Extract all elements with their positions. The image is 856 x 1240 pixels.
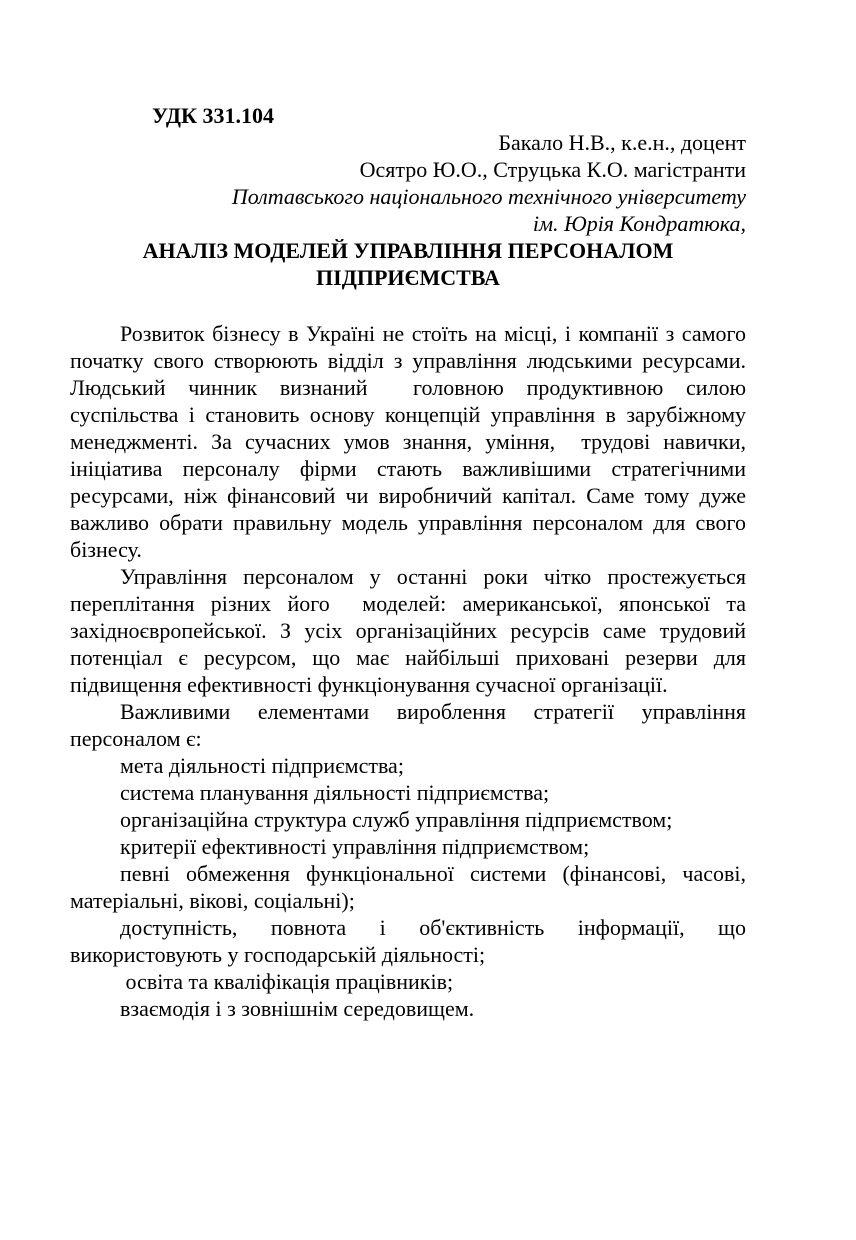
body-text [70,320,757,1022]
affiliation-line-2: ім. Юрія Кондратюка, [532,211,746,236]
paragraph: Управління персоналом у останні роки чітко простежується переплітання різних його моделей: американської, японської та західноєвропейської. З усіх організаційних ресурсів саме трудовий потенціал є ресурсом, що має найбільші приховані резерви для підвищення ефективності функціонування сучасної організації. [70,564,752,697]
list-item: критерії ефективності управління підприємством; [120,834,590,859]
list-item: доступність, повнота і об'єктивність інформації, що використовують у господарській діяльності; [70,915,752,967]
list-item: освіта та кваліфікація працівників; [120,969,454,994]
paragraph: Важливими елементами вироблення стратегії управління персоналом є: [70,699,752,751]
paper-title: АНАЛІЗ МОДЕЛЕЙ УПРАВЛІННЯ ПЕРСОНАЛОМ ПІДПРИЄМСТВА [142,238,674,290]
affiliation-line-1: Полтавського національного технічного університету [231,184,746,209]
list-item: взаємодія і з зовнішнім середовищем. [120,996,475,1021]
list-item: система планування діяльності підприємства; [120,780,550,805]
list-item: організаційна структура служб управління підприємством; [120,807,673,832]
page-content [70,102,757,1022]
author-line-1: Бакало Н.В., к.е.н., доцент [498,130,746,155]
paragraph: Розвиток бізнесу в Україні не стоїть на місці, і компанії з самого початку свого створюють відділ з управління людськими ресурсами. Людський чинник визнаний головною продуктивною силою суспільства і становить основу концепцій управління в зарубіжному менеджменті. За сучасних умов знання, уміння, трудові навички, ініціатива персоналу фірми стають важливішими стратегічними ресурсами, ніж фінансовий чи виробничий капітал. Саме тому дуже важливо обрати правильну модель управління персоналом для свого бізнесу. [70,321,757,562]
list-item: мета діяльності підприємства; [120,753,404,778]
list-item: певні обмеження функціональної системи (фінансові, часові, матеріальні, вікові, соціальні); [70,861,752,913]
udc-code: УДК 331.104 [152,103,275,128]
author-line-2: Осятро Ю.О., Струцька К.О. магістранти [359,157,746,182]
